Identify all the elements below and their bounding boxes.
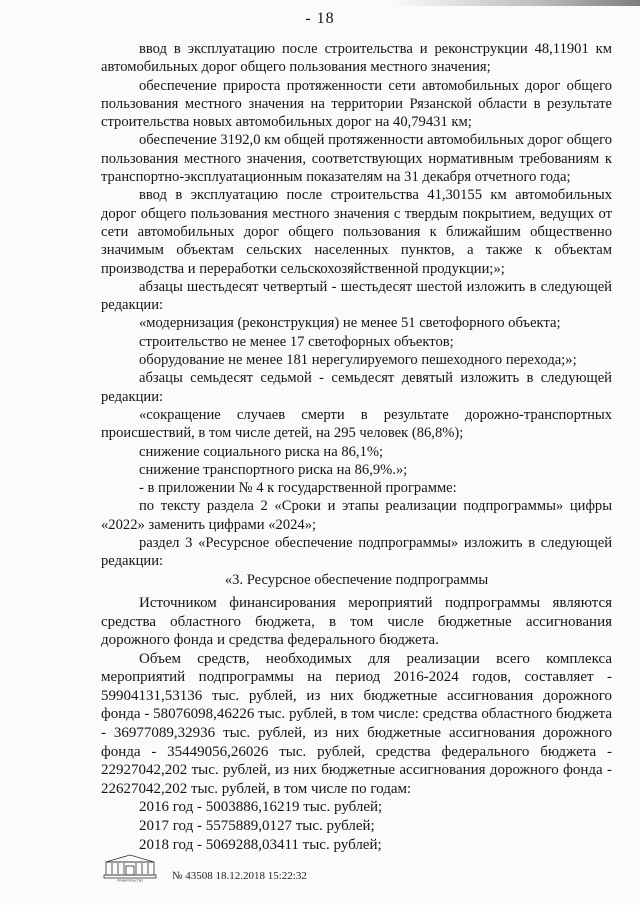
paragraph: снижение транспортного риска на 86,9%.»; xyxy=(139,461,408,478)
scan-edge-shadow xyxy=(390,0,640,6)
paragraph: строительство не менее 17 светофорных объектов; xyxy=(139,333,454,350)
government-building-stamp-icon xyxy=(100,852,160,882)
section-heading: «3. Ресурсное обеспечение подпрограммы xyxy=(224,571,489,588)
paragraph: - в приложении № 4 к государственной программе: xyxy=(139,480,457,497)
paragraph: по тексту раздела 2 «Сроки и этапы реализации подпрограммы» цифры «2022» заменить цифрами «2024»; xyxy=(101,498,612,533)
year-line: 2016 год - 5003886,16219 тыс. рублей; xyxy=(139,799,383,816)
year-line: 2018 год - 5069288,03411 тыс. рублей; xyxy=(139,836,382,853)
paragraph: ввод в эксплуатацию после строительства 41,30155 км автомобильных дорог общего пользования местного значения с твердым покрытием, ведущих от сети автомобильных дорог общего пользования к ближайшим общественно значимым объектам сельских населенных пунктов, а также к объектам производства и переработки сельскохозяйственной продукции;»; xyxy=(101,187,612,277)
paragraph: абзацы шестьдесят четвертый - шестьдесят шестой изложить в следующей редакции: xyxy=(101,278,612,314)
paragraph: обеспечение 3192,0 км общей протяженности автомобильных дорог общего пользования местного значения, соответствующих нормативным требованиям к транспортно-эксплуатационным показателям на 31 декабря отчетного года; xyxy=(101,132,612,186)
paragraph: оборудование не менее 181 нерегулируемого пешеходного перехода;»; xyxy=(139,352,577,369)
paragraph: «сокращение случаев смерти в результате дорожно-транспортных происшествий, в том числе детей, на 295 человек (86,8%); xyxy=(101,406,612,442)
document-footer xyxy=(100,852,400,886)
document-registration-number: № 43508 18.12.2018 15:22:32 xyxy=(172,870,307,882)
paragraph: Объем средств, необходимых для реализации всего комплекса мероприятий подпрограммы на период 2016-2024 годов, составляет - 59904131,53136 тыс. рублей, из них бюджетные ассигнования дорожного фонда - 58076098,46226 тыс. рублей, в том числе: средства областного бюджета - 36977089,32936 тыс. рублей, из них бюджетные ассигнования дорожного фонда - 35449056,26026 тыс. рублей, средства федерального бюджета - 22927042,202 тыс. рублей, из них бюджетные ассигнования дорожного фонда - 22627042,202 тыс. рублей, в том числе по годам: xyxy=(101,650,612,797)
paragraph: раздел 3 «Ресурсное обеспечение подпрограммы» изложить в следующей редакции: xyxy=(101,535,612,570)
stamp-caption: ПРАВИТЕЛЬСТВО xyxy=(117,878,143,882)
year-line: 2017 год - 5575889,0127 тыс. рублей; xyxy=(139,818,375,835)
paragraph: абзацы семьдесят седьмой - семьдесят девятый изложить в следующей редакции: xyxy=(101,370,612,405)
document-body xyxy=(101,40,612,854)
page-number: - 18 xyxy=(0,10,640,28)
paragraph: «модернизация (реконструкция) не менее 51 светофорного объекта; xyxy=(139,315,561,332)
paragraph: ввод в эксплуатацию после строительства и реконструкции 48,11901 км автомобильных дорог общего пользования местного значения; xyxy=(101,41,612,76)
paragraph: обеспечение прироста протяженности сети автомобильных дорог общего пользования местного значения на территории Рязанской области в результате строительства новых автомобильных дорог на 40,79431 км; xyxy=(101,77,612,131)
paragraph: снижение социального риска на 86,1%; xyxy=(139,443,384,460)
paragraph: Источником финансирования мероприятий подпрограммы являются средства областного бюджета, в том числе бюджетные ассигнования дорожного фонда и средства федерального бюджета. xyxy=(101,594,612,649)
